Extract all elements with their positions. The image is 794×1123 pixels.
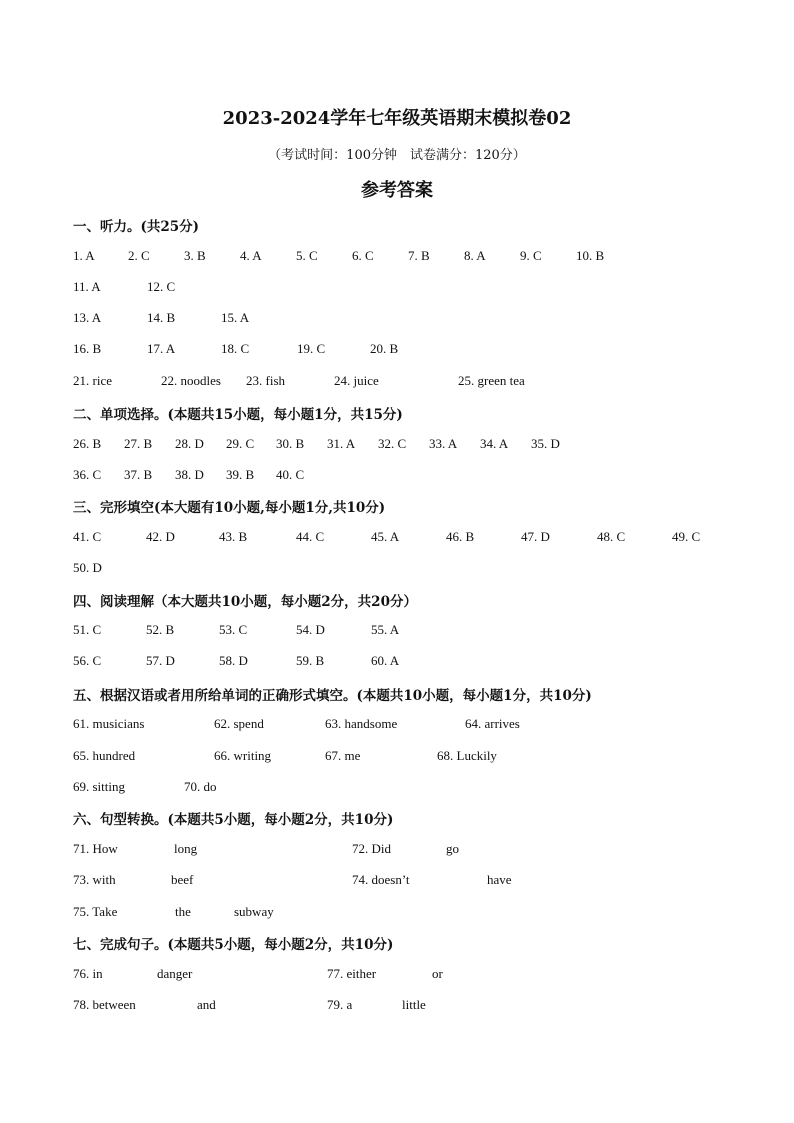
page-title: 2023-2024学年七年级英语期末模拟卷02 [222, 108, 572, 129]
answer-item: 69. sitting [73, 779, 126, 794]
answer-item: long [174, 841, 198, 856]
section-header-sentence-transform: 六、句型转换。(本题共5小题，每小题2分，共10分) [73, 812, 394, 828]
answer-item: 73. with [73, 872, 116, 887]
answer-item: 67. me [325, 748, 361, 763]
answer-item: 43. B [219, 529, 248, 544]
answer-item: go [446, 841, 459, 856]
answer-item: 22. noodles [161, 373, 221, 388]
answer-item: 24. juice [334, 373, 379, 388]
answer-item: 19. C [297, 341, 326, 356]
answer-item: 55. A [371, 622, 400, 637]
answer-item: 4. A [240, 248, 262, 263]
answer-item: 53. C [219, 622, 248, 637]
exam-info: （考试时间：100分钟 试卷满分：120分） [268, 148, 526, 163]
answer-item: 58. D [219, 653, 248, 668]
answer-item: 39. B [226, 467, 255, 482]
answer-item: 49. C [672, 529, 701, 544]
answer-item: 12. C [147, 279, 176, 294]
answer-item: subway [234, 904, 274, 919]
answer-item: 66. writing [214, 748, 272, 763]
answer-item: 56. C [73, 653, 102, 668]
answer-item: 5. C [296, 248, 318, 263]
answer-item: 47. D [521, 529, 550, 544]
answer-item: little [402, 997, 426, 1012]
answer-item: 57. D [146, 653, 175, 668]
answer-item: 36. C [73, 467, 102, 482]
answer-item: 46. B [446, 529, 475, 544]
answer-item: 42. D [146, 529, 175, 544]
answer-item: 21. rice [73, 373, 112, 388]
answer-item: 10. B [576, 248, 605, 263]
section-header-single-choice: 二、单项选择。(本题共15小题，每小题1分，共15分) [73, 407, 403, 423]
answer-item: 50. D [73, 560, 102, 575]
answer-item: 32. C [378, 436, 407, 451]
answer-item: 52. B [146, 622, 175, 637]
answer-item: 61. musicians [73, 716, 145, 731]
section-header-reading: 四、阅读理解（本大题共10小题，每小题2分，共20分） [73, 594, 417, 610]
answer-item: 2. C [128, 248, 150, 263]
answer-item: 63. handsome [325, 716, 398, 731]
answer-item: 70. do [184, 779, 217, 794]
answer-item: 65. hundred [73, 748, 136, 763]
answer-item: 29. C [226, 436, 255, 451]
section-header-listening: 一、听力。(共25分) [73, 219, 200, 235]
answer-item: 23. fish [246, 373, 285, 388]
answer-item: 6. C [352, 248, 374, 263]
answer-item: 33. A [429, 436, 458, 451]
answer-item: beef [171, 872, 194, 887]
answer-item: 54. D [296, 622, 325, 637]
answer-item: 45. A [371, 529, 400, 544]
answer-item: 30. B [276, 436, 305, 451]
answer-item: 35. D [531, 436, 560, 451]
answer-item: or [432, 966, 443, 981]
answer-item: 68. Luckily [437, 748, 497, 763]
answer-item: 72. Did [352, 841, 391, 856]
answer-item: 34. A [480, 436, 509, 451]
answer-item: 16. B [73, 341, 102, 356]
answer-item: 77. either [327, 966, 377, 981]
answer-item: 18. C [221, 341, 250, 356]
answer-item: 28. D [175, 436, 204, 451]
answer-item: 79. a [327, 997, 353, 1012]
answer-item: 26. B [73, 436, 102, 451]
answer-key-heading: 参考答案 [361, 180, 433, 201]
answer-item: 14. B [147, 310, 176, 325]
answer-item: 20. B [370, 341, 399, 356]
answer-item: 37. B [124, 467, 153, 482]
answer-item: 64. arrives [465, 716, 520, 731]
section-header-word-fill: 五、根据汉语或者用所给单词的正确形式填空。(本题共10小题，每小题1分，共10分) [73, 688, 592, 704]
answer-item: 7. B [408, 248, 430, 263]
answer-item: 59. B [296, 653, 325, 668]
answer-item: 15. A [221, 310, 250, 325]
answer-item: and [197, 997, 216, 1012]
answer-item: 27. B [124, 436, 153, 451]
answer-item: 51. C [73, 622, 102, 637]
answer-item: 40. C [276, 467, 305, 482]
answer-item: 17. A [147, 341, 176, 356]
answer-item: 38. D [175, 467, 204, 482]
answer-item: 44. C [296, 529, 325, 544]
answer-item: 75. Take [73, 904, 118, 919]
answer-item: 41. C [73, 529, 102, 544]
answer-item: 62. spend [214, 716, 264, 731]
answer-item: 8. A [464, 248, 486, 263]
section-header-complete-sentences: 七、完成句子。(本题共5小题，每小题2分，共10分) [73, 937, 394, 953]
section-header-cloze: 三、完形填空(本大题有10小题,每小题1分,共10分) [73, 500, 386, 516]
answer-item: 3. B [184, 248, 206, 263]
answer-item: have [487, 872, 512, 887]
answer-item: 78. between [73, 997, 136, 1012]
answer-item: 76. in [73, 966, 103, 981]
answer-item: danger [157, 966, 193, 981]
answer-item: the [175, 904, 191, 919]
answer-item: 60. A [371, 653, 400, 668]
answer-item: 13. A [73, 310, 102, 325]
answer-item: 74. doesn’t [352, 872, 410, 887]
answer-item: 25. green tea [458, 373, 525, 388]
answer-item: 1. A [73, 248, 95, 263]
answer-item: 11. A [73, 279, 101, 294]
answer-item: 48. C [597, 529, 626, 544]
answer-item: 9. C [520, 248, 542, 263]
answer-item: 31. A [327, 436, 356, 451]
answer-item: 71. How [73, 841, 118, 856]
